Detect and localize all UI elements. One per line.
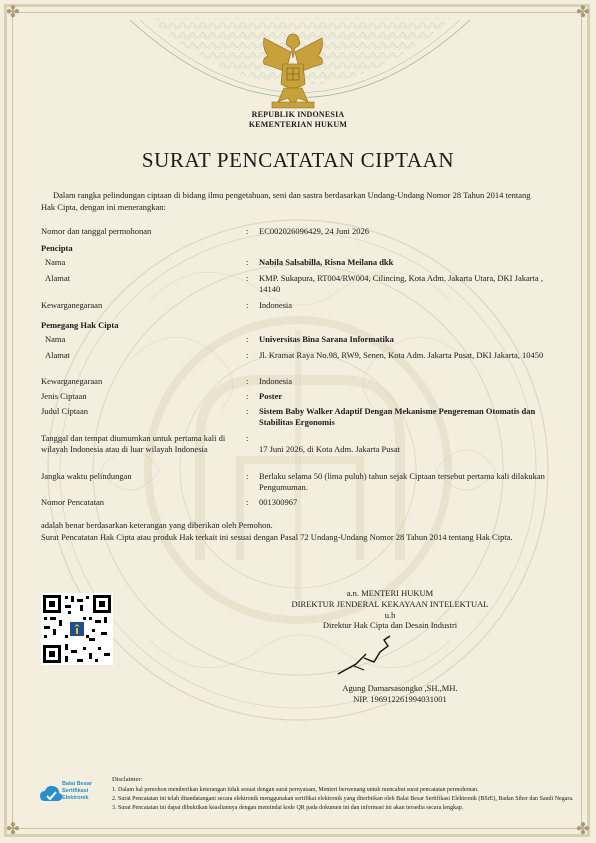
work-announce-value: 17 Juni 2026, di Kota Adm. Jakarta Pusat (259, 444, 400, 454)
colon: : (246, 300, 249, 310)
work-title-label: Judul Ciptaan (41, 406, 88, 416)
holder-section-title: Pemegang Hak Cipta (41, 320, 119, 330)
bsre-line-3: Elektronik (62, 795, 89, 801)
disclaimer-heading: Disclaimer: (112, 776, 143, 783)
header-ministry: KEMENTERIAN HUKUM (248, 120, 348, 129)
creator-address-label: Alamat (45, 273, 71, 283)
creator-name-value: Nabila Salsabilla, Risna Meilana dkk (259, 257, 394, 267)
colon: : (246, 391, 249, 401)
creator-nationality-label: Kewarganegaraan (41, 300, 103, 310)
work-period-label: Jangka waktu pelindungan (41, 471, 132, 481)
colon: : (246, 433, 249, 443)
colon: : (246, 350, 249, 360)
signer-name: Agung Damarsasongko ,SH.,MH. (342, 683, 458, 693)
work-type-label: Jenis Ciptaan (41, 391, 87, 401)
application-value: EC00202609642​9, 24 Juni 2026 (259, 226, 370, 236)
work-record-value: 001300967 (259, 497, 298, 507)
closing-line-2: Surat Pencatatan Hak Cipta atau produk Hak terkait ini sesuai dengan Pasal 72 Undang-Undang Nomor 28 Tahun 2014 tentang Hak Cipta. (41, 532, 513, 542)
disclaimer-item: 3. Surat Pencatatan ini dapat dibuktikan keasliannya dengan memindai kode QR pada dokumen ini dan informasi ini akan tersedia secara lengkap. (112, 805, 464, 811)
colon: : (246, 273, 249, 283)
creator-name-label: Nama (45, 257, 66, 267)
intro-paragraph: Dalam rangka pelindungan ciptaan di bidang ilmu pengetahuan, seni dan sastra berdasarkan Undang-Undang Nomor 28 Tahun 2014 tentang Hak Cipta, dengan ini menerangkan: (41, 190, 531, 212)
document-title: SURAT PENCATATAN CIPTAAN (141, 148, 455, 172)
bsre-line-1: Balai Besar (62, 781, 92, 787)
creator-section-title: Pencipta (41, 243, 73, 253)
corner-ornament: ✤ (6, 4, 20, 21)
signer-nip: NIP. 196912261994031001 (353, 694, 447, 704)
work-record-label: Nomor Pencatatan (41, 497, 105, 507)
work-title-value: Sistem Baby Walker Adaptif Dengan Mekanisme Pengereman Otomatis dan Stabilitas Ergonomis (259, 406, 536, 427)
qr-code[interactable] (41, 593, 113, 665)
qr-code-icon (41, 593, 113, 665)
corner-ornament: ✤ (576, 4, 590, 21)
holder-address-label: Alamat (45, 350, 71, 360)
handwritten-signature (330, 632, 410, 680)
bsre-cloud-icon (39, 783, 63, 805)
corner-ornament: ✤ (576, 821, 590, 838)
colon: : (246, 406, 249, 416)
holder-nationality-label: Kewarganegaraan (41, 376, 103, 386)
creator-address-value: KMP. Sukapura, RT004/RW004, Cilincing, Kota Adm. Jakarta Utara, DKI Jakarta , 14140 (259, 273, 543, 294)
work-period-value: Berlaku selama 50 (lima puluh) tahun sejak Ciptaan tersebut pertama kali dilakukan Pengumuman. (259, 471, 545, 492)
holder-address-value: Jl. Kramat Raya No.98, RW9, Senen, Kota Adm. Jakarta Pusat, DKI Jakarta, 10450 (259, 350, 544, 360)
signature-director: Direktur Hak Cipta dan Desain Industri (322, 620, 458, 630)
disclaimer-item: 1. Dalam hal pemohon memberikan keterangan tidak sesuai dengan surat pernyataan, Menteri berwenang untuk mencabut surat pencatatan permohonan. (112, 787, 479, 793)
signature-directorate: DIREKTUR JENDERAL KEKAYAAN INTELEKTUAL (291, 599, 489, 609)
holder-name-value: Universitas Bina Sarana Informatika (259, 334, 394, 344)
work-type-value: Poster (259, 391, 283, 401)
bsre-line-2: Sertifikasi (62, 788, 89, 794)
colon: : (246, 226, 249, 236)
colon: : (246, 334, 249, 344)
holder-nationality-value: Indonesia (259, 376, 293, 386)
creator-nationality-value: Indonesia (259, 300, 293, 310)
colon: : (246, 471, 249, 481)
closing-line-1: adalah benar berdasarkan keterangan yang diberikan oleh Pemohon. (41, 520, 273, 530)
corner-ornament: ✤ (6, 821, 20, 838)
colon: : (246, 257, 249, 267)
disclaimer-item: 2. Surat Pencatatan ini telah ditandatangani secara elektronik menggunakan sertifikat elektronik yang diterbitkan oleh Balai Besar Sertifikasi Elektronik (BSrE), Badan Siber dan Sandi Negara. (112, 796, 574, 802)
application-label: Nomor dan tanggal permohonan (41, 226, 152, 236)
colon: : (246, 376, 249, 386)
garuda-emblem-icon (258, 28, 328, 112)
header-country: REPUBLIK INDONESIA (251, 110, 345, 119)
signature-on-behalf: a.n. MENTERI HUKUM (346, 588, 434, 598)
signature-ub: u.b (384, 610, 396, 620)
work-announce-label: Tanggal dan tempat diumumkan untuk pertama kali di wilayah Indonesia atau di luar wilayah Indonesia (41, 433, 226, 454)
holder-name-label: Nama (45, 334, 66, 344)
colon: : (246, 497, 249, 507)
